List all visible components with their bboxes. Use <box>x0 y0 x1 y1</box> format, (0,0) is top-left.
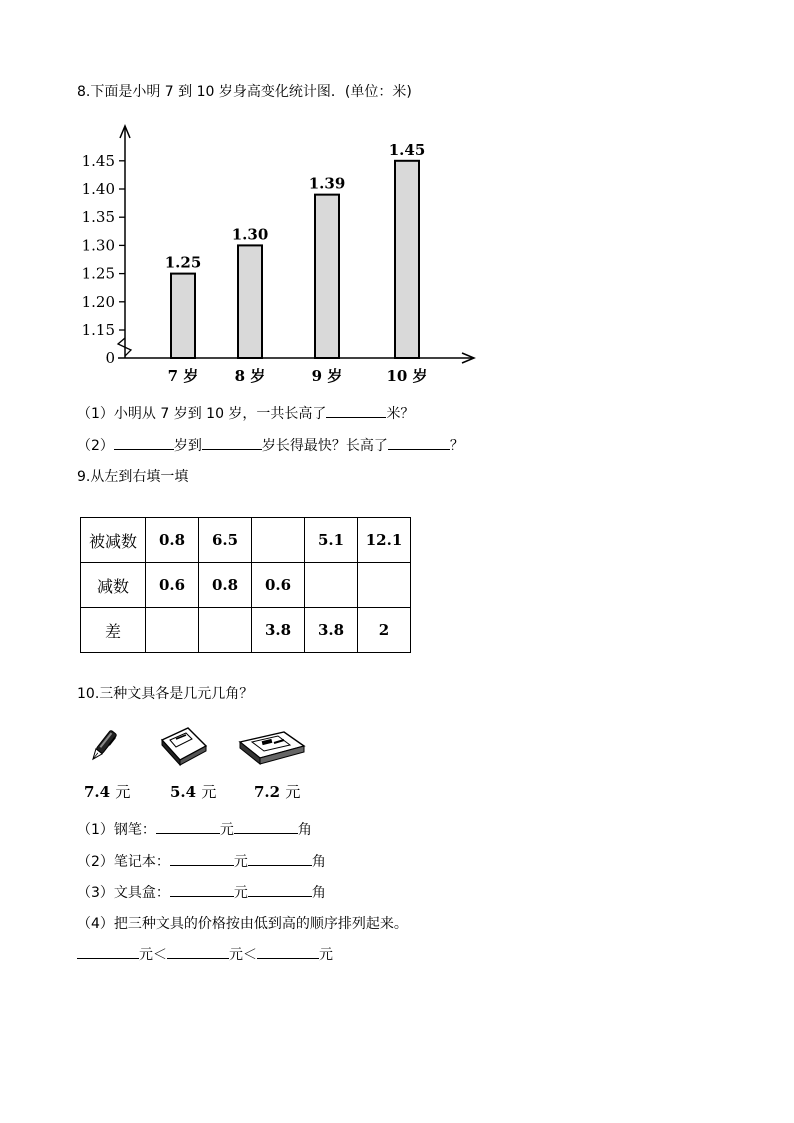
table-cell: 0.6 <box>146 563 199 608</box>
table-cell: 12.1 <box>358 518 411 563</box>
y-tick-label: 1.30 <box>81 236 115 255</box>
y-tick-label: 1.35 <box>81 208 115 227</box>
q10-sub1: （1）钢笔： 元 角 <box>77 822 312 838</box>
notebook-price: 5.4 元 <box>170 783 217 801</box>
bar <box>395 161 419 358</box>
pen-price: 7.4 元 <box>84 783 131 801</box>
table-cell: 差 <box>81 608 146 653</box>
table-cell: 0.8 <box>199 563 252 608</box>
answer-blank[interactable] <box>248 853 312 866</box>
answer-blank[interactable] <box>257 946 319 959</box>
answer-blank[interactable] <box>170 884 234 897</box>
x-tick-label: 10 岁 <box>386 367 428 385</box>
y-tick-label: 1.45 <box>81 151 115 170</box>
pen-icon <box>84 726 120 766</box>
table-cell: 2 <box>358 608 411 653</box>
table-cell: 6.5 <box>199 518 252 563</box>
bar <box>171 274 195 358</box>
table-cell: 减数 <box>81 563 146 608</box>
q10-order: 元＜ 元＜ 元 <box>77 946 333 964</box>
answer-blank[interactable] <box>156 821 220 834</box>
table-cell: 0.8 <box>146 518 199 563</box>
q8-sub2: （2） 岁到 岁长得最快？长高了 ？ <box>77 438 464 454</box>
bar-value-label: 1.39 <box>308 174 346 193</box>
table-row <box>81 563 411 608</box>
q10-sub4: （4）把三种文具的价格按由低到高的顺序排列起来。 <box>77 916 408 932</box>
pencil-box-price: 7.2 元 <box>254 783 301 801</box>
x-tick-label: 8 岁 <box>234 367 266 385</box>
answer-blank[interactable] <box>167 946 229 959</box>
table-cell: 被减数 <box>81 518 146 563</box>
bar-value-label: 1.30 <box>231 225 269 244</box>
y-tick-label: 1.15 <box>81 321 115 339</box>
q10-title: 10.三种文具各是几元几角？ <box>77 686 254 702</box>
table-cell[interactable] <box>305 563 358 608</box>
q10-sub3: （3）文具盒： 元 角 <box>77 885 326 901</box>
answer-blank[interactable] <box>234 821 298 834</box>
y-tick-label: 1.20 <box>81 292 115 311</box>
subtraction-table <box>80 517 411 653</box>
table-cell[interactable] <box>199 608 252 653</box>
answer-blank[interactable] <box>202 437 262 450</box>
y-tick-label: 1.40 <box>81 180 115 198</box>
q9-title: 9.从左到右填一填 <box>77 469 189 485</box>
q10-sub2: （2）笔记本： 元 角 <box>77 854 326 870</box>
q8-sub1: （1）小明从 7 岁到 10 岁，一共长高了 米？ <box>77 406 415 422</box>
table-row <box>81 518 411 563</box>
answer-blank[interactable] <box>388 437 450 450</box>
answer-blank[interactable] <box>170 853 234 866</box>
table-cell: 0.6 <box>252 563 305 608</box>
bar-value-label: 1.25 <box>164 253 202 272</box>
table-cell[interactable] <box>146 608 199 653</box>
x-tick-label: 7 岁 <box>167 367 199 385</box>
q8-title: 8.下面是小明 7 到 10 岁身高变化统计图．(单位：米) <box>77 84 412 100</box>
table-cell[interactable] <box>252 518 305 563</box>
table-cell: 5.1 <box>305 518 358 563</box>
y-zero-label: 0 <box>105 349 115 367</box>
table-cell: 3.8 <box>252 608 305 653</box>
bar-value-label: 1.45 <box>388 140 426 159</box>
notebook-icon <box>156 724 210 768</box>
height-bar-chart <box>70 120 490 390</box>
table-cell[interactable] <box>358 563 411 608</box>
bar <box>315 195 339 358</box>
answer-blank[interactable] <box>114 437 174 450</box>
answer-blank[interactable] <box>77 946 139 959</box>
bar <box>238 245 262 358</box>
x-tick-label: 9 岁 <box>311 367 343 385</box>
pencil-box-icon <box>238 730 306 766</box>
answer-blank[interactable] <box>248 884 312 897</box>
answer-blank[interactable] <box>326 405 386 418</box>
y-tick-label: 1.25 <box>81 264 115 283</box>
table-cell: 3.8 <box>305 608 358 653</box>
table-row <box>81 608 411 653</box>
